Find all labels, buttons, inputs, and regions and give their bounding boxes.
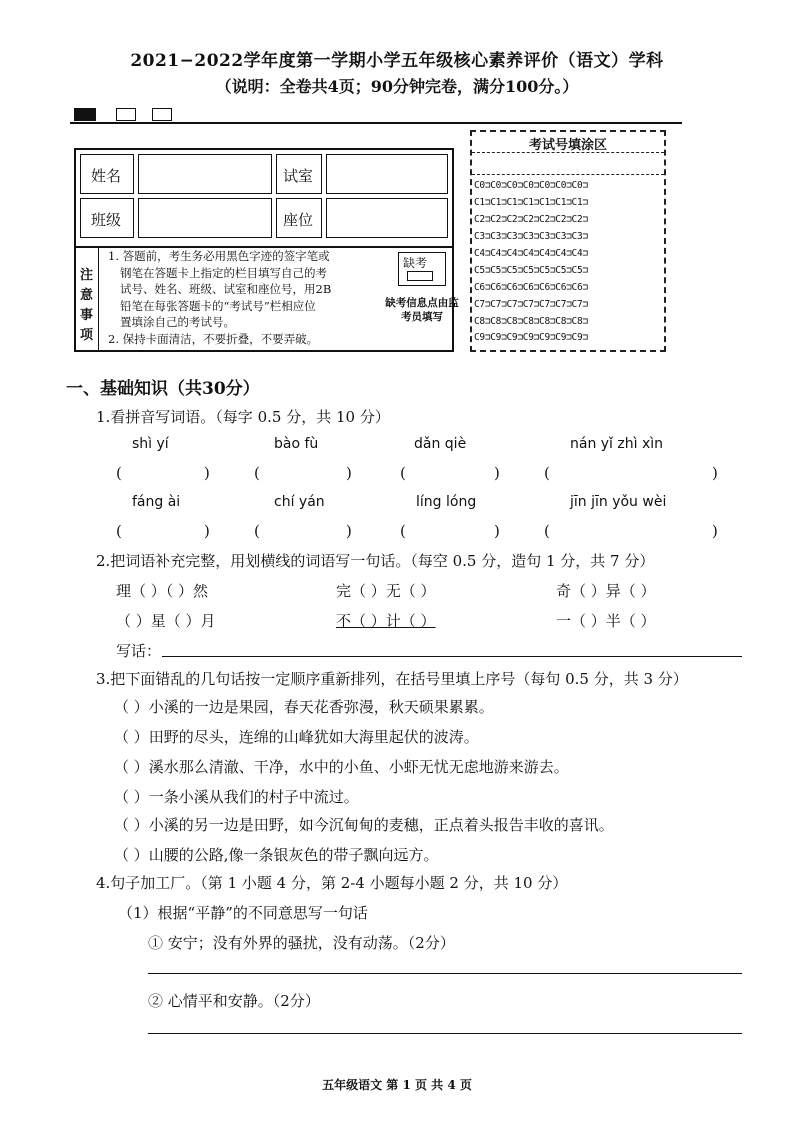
pinyin: chí yán	[274, 494, 325, 510]
absent-checkbox[interactable]	[407, 271, 433, 281]
notice-side-char: 项	[80, 328, 94, 343]
answer-paren: )	[712, 464, 718, 482]
student-info-box	[74, 148, 454, 248]
absent-label: 缺考	[403, 256, 428, 270]
q4-prompt: 4.句子加工厂。（第 1 小题 4 分，第 2-4 小题每小题 2 分，共 10 分）	[96, 874, 568, 892]
page-footer: 五年级语文 第 1 页 共 4 页	[322, 1078, 472, 1092]
exam-grid-row[interactable]: C0⊐C0⊐C0⊐C0⊐C0⊐C0⊐C0⊐	[474, 180, 588, 191]
room-label: 试室	[283, 167, 314, 185]
answer-paren: )	[346, 464, 352, 482]
exam-title: 2021−2022学年度第一学期小学五年级核心素养评价（语文）学科	[130, 51, 664, 71]
section-title: 一、基础知识（共30分）	[66, 379, 260, 399]
exam-grid-row[interactable]: C2⊐C2⊐C2⊐C2⊐C2⊐C2⊐C2⊐	[474, 214, 588, 225]
answer-paren: (	[116, 522, 122, 540]
q1-prompt: 1.看拼音写词语。（每字 0.5 分，共 10 分）	[96, 408, 390, 426]
q4-item: ② 心情平和安静。（2分）	[148, 992, 320, 1010]
pinyin: bào fù	[274, 436, 319, 452]
grid-divider	[472, 152, 664, 153]
notice-side-label	[76, 248, 99, 350]
notice-side-char: 注	[80, 268, 94, 283]
exam-grid-row[interactable]: C4⊐C4⊐C4⊐C4⊐C4⊐C4⊐C4⊐	[474, 248, 588, 259]
order-sentence: （ ）一条小溪从我们的村子中流过。	[114, 788, 359, 806]
exam-grid-title: 考试号填涂区	[528, 138, 607, 153]
name-field[interactable]	[138, 154, 272, 194]
answer-paren: )	[204, 522, 210, 540]
idiom-blank: 一（ ）半（ ）	[556, 612, 656, 630]
order-sentence: （ ）小溪的另一边是田野，如今沉甸甸的麦穗，正点着头报告丰收的喜讯。	[114, 816, 614, 834]
notice-text	[108, 248, 360, 347]
answer-line[interactable]	[148, 973, 742, 974]
name-label-cell	[80, 154, 134, 194]
notice-line: 试号、姓名、班级、试室和座位号，用2B	[120, 282, 332, 296]
room-field[interactable]	[326, 154, 448, 194]
class-field[interactable]	[138, 198, 272, 238]
answer-paren: )	[204, 464, 210, 482]
class-label: 班级	[91, 211, 122, 229]
order-sentence: （ ）田野的尽头，连绵的山峰犹如大海里起伏的波涛。	[114, 728, 479, 746]
exam-grid-row[interactable]: C1⊐C1⊐C1⊐C1⊐C1⊐C1⊐C1⊐	[474, 197, 588, 208]
q4-sub1: （1）根据“平静”的不同意思写一句话	[118, 904, 368, 922]
write-label: 写话：	[116, 642, 162, 660]
order-sentence: （ ）山腰的公路,像一条银灰色的带子飘向远方。	[114, 846, 439, 864]
order-sentence: （ ）小溪的一边是果园，春天花香弥漫，秋天硕果累累。	[114, 698, 494, 716]
exam-grid-row[interactable]: C6⊐C6⊐C6⊐C6⊐C6⊐C6⊐C6⊐	[474, 282, 588, 293]
answer-paren: (	[254, 522, 260, 540]
exam-grid-row[interactable]: C3⊐C3⊐C3⊐C3⊐C3⊐C3⊐C3⊐	[474, 231, 588, 242]
page-mark-filled	[74, 108, 96, 121]
answer-line[interactable]	[148, 1033, 742, 1034]
answer-paren: (	[254, 464, 260, 482]
pinyin: jīn jīn yǒu wèi	[570, 494, 667, 510]
answer-paren: )	[494, 464, 500, 482]
idiom-blank: （ ）星（ ）月	[116, 612, 216, 630]
notice-line: 置填涂自己的考试号。	[120, 315, 235, 329]
idiom-blank: 理（ ）（ ）然	[116, 582, 209, 600]
notice-box	[74, 246, 459, 352]
seat-label-cell	[276, 198, 322, 238]
notice-line: 钢笔在答题卡上指定的栏目填写自己的考	[120, 265, 327, 280]
header-rule	[70, 122, 682, 124]
q4-item: ① 安宁；没有外界的骚扰，没有动荡。（2分）	[148, 934, 455, 952]
write-answer-line[interactable]	[162, 656, 742, 657]
exam-grid-row[interactable]: C7⊐C7⊐C7⊐C7⊐C7⊐C7⊐C7⊐	[474, 299, 588, 310]
exam-grid-row[interactable]: C5⊐C5⊐C5⊐C5⊐C5⊐C5⊐C5⊐	[474, 265, 588, 276]
answer-paren: (	[116, 464, 122, 482]
answer-paren: )	[494, 522, 500, 540]
answer-paren: (	[544, 464, 550, 482]
notice-side-char: 意	[80, 288, 94, 303]
idiom-blank: 奇（ ）异（ ）	[556, 582, 656, 600]
idiom-blank: 完（ ）无（ ）	[336, 582, 436, 600]
answer-paren: (	[400, 464, 406, 482]
notice-line: 铅笔在每张答题卡的“考试号”栏相应位	[120, 298, 316, 313]
page-mark-empty	[116, 108, 136, 121]
answer-paren: )	[712, 522, 718, 540]
q2-prompt: 2.把词语补充完整，用划横线的词语写一句话。（每空 0.5 分，造句 1 分，共 7 分）	[96, 552, 655, 570]
absent-note: 缺考信息点由监考员填写	[385, 297, 459, 323]
pinyin: líng lóng	[416, 494, 477, 510]
name-label: 姓名	[91, 167, 122, 185]
pinyin: fáng ài	[132, 494, 181, 510]
seat-field[interactable]	[326, 198, 448, 238]
order-sentence: （ ）溪水那么清澈、干净，水中的小鱼、小虾无忧无虑地游来游去。	[114, 758, 569, 776]
answer-paren: (	[400, 522, 406, 540]
q3-prompt: 3.把下面错乱的几句话按一定顺序重新排列，在括号里填上序号（每句 0.5 分，共 3 分）	[96, 670, 688, 688]
grid-divider	[472, 174, 664, 175]
seat-label: 座位	[283, 211, 314, 229]
pinyin: dǎn qiè	[414, 436, 467, 452]
pinyin: nán yǐ zhì xìn	[570, 436, 664, 452]
notice-line: 1. 答题前，考生务必用黑色字迹的签字笔或	[108, 249, 330, 263]
answer-paren: (	[544, 522, 550, 540]
exam-subtitle: （说明：全卷共4页；90分钟完卷，满分100分。）	[215, 77, 579, 96]
absent-box	[398, 252, 446, 286]
idiom-blank-underlined: 不（ ）计（ ）	[336, 612, 436, 630]
notice-side-char: 事	[80, 308, 94, 323]
pinyin: shì yí	[132, 436, 169, 452]
answer-paren: )	[346, 522, 352, 540]
notice-line: 2. 保持卡面清洁，不要折叠，不要弄破。	[108, 331, 319, 346]
page-mark-empty	[152, 108, 172, 121]
exam-number-grid	[470, 130, 666, 352]
exam-grid-row[interactable]: C8⊐C8⊐C8⊐C8⊐C8⊐C8⊐C8⊐	[474, 316, 588, 327]
room-label-cell	[276, 154, 322, 194]
exam-grid-row[interactable]: C9⊐C9⊐C9⊐C9⊐C9⊐C9⊐C9⊐	[474, 332, 588, 343]
class-label-cell	[80, 198, 134, 238]
